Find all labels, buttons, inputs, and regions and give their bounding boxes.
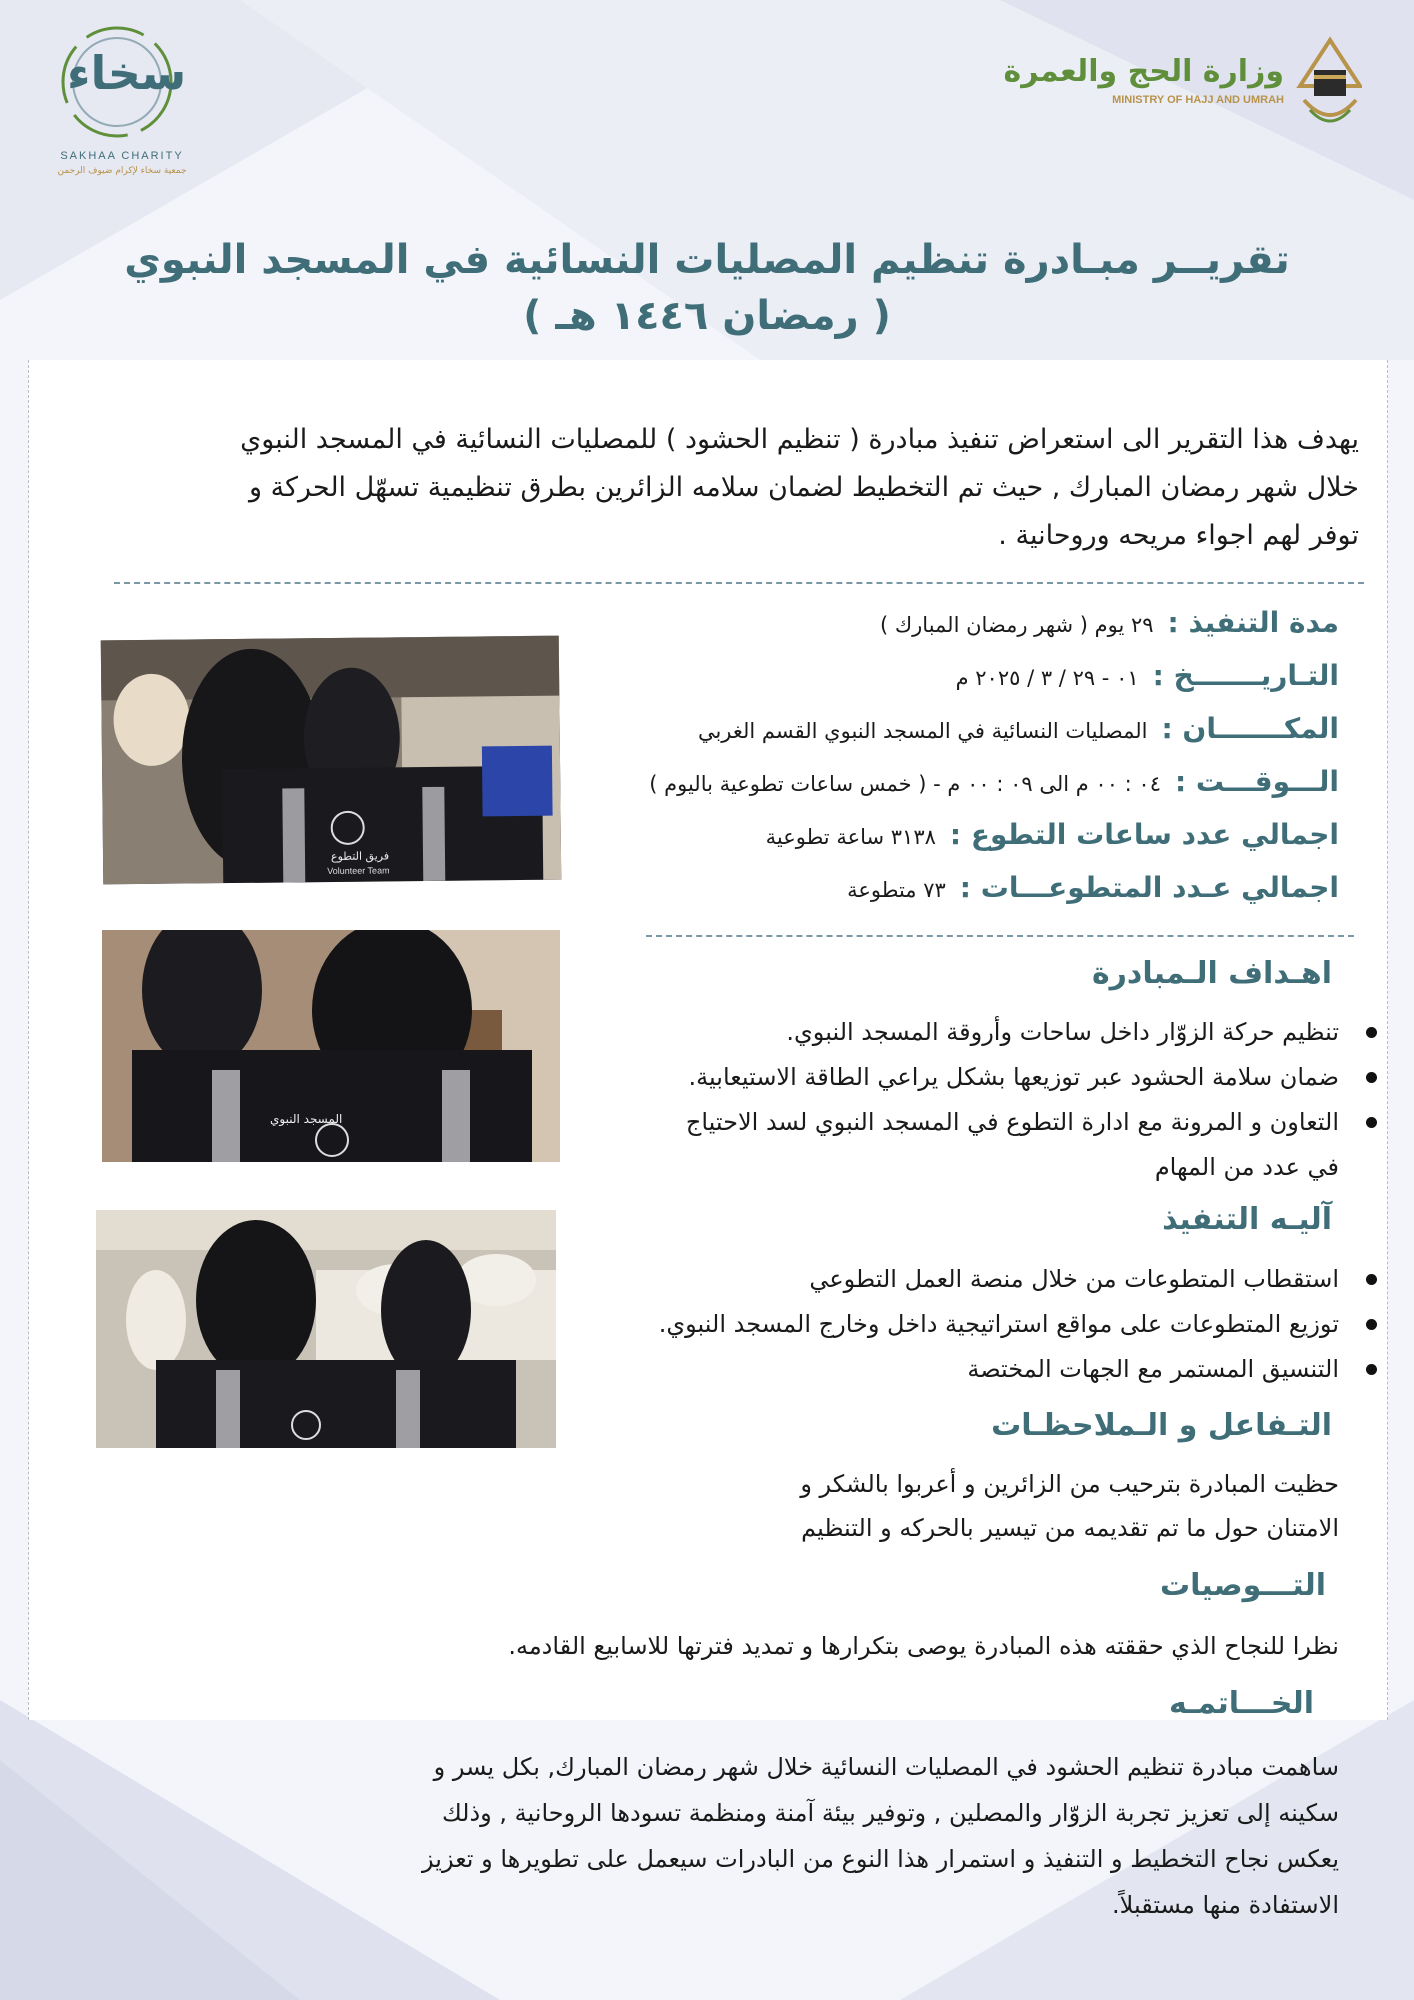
- charity-logo: [52, 24, 202, 184]
- fact-total-volunteers: [579, 871, 1339, 924]
- conclusion-line: يعكس نجاح التخطيط و التنفيذ و استمرار هذا النوع من البادرات سيعمل على تطويرها و تعزيز: [422, 1845, 1339, 1873]
- fact-value: ٢٩ يوم ( شهر رمضان المبارك ): [879, 613, 1154, 637]
- charity-tagline: جمعية سخاء لإكرام ضيوف الرحمن: [57, 166, 187, 176]
- ministry-name-en: MINISTRY OF HAJJ AND UMRAH: [1112, 94, 1284, 106]
- mechanism-item: [659, 1257, 1339, 1302]
- bullet-icon: [1366, 1072, 1377, 1083]
- fact-value: ٣١٣٨ ساعة تطوعية: [765, 825, 936, 849]
- photo-volunteers-2: [102, 930, 560, 1162]
- feedback-line: الامتنان حول ما تم تقديمه من تيسير بالحركه و التنظيم: [801, 1514, 1339, 1542]
- conclusion-line: سكينه إلى تعزيز تجربة الزوّار والمصلين , وتوفير بيئة آمنة ومنظمة تسودها الروحانية , وذلك: [441, 1799, 1339, 1827]
- mechanism-item: [659, 1347, 1339, 1392]
- recommendations-heading: التـــوصيات: [1159, 1568, 1326, 1603]
- fact-date: [579, 659, 1339, 712]
- charity-name-ar: سخاء: [67, 46, 187, 100]
- vest-label-ar: فريق التطوع: [330, 849, 390, 864]
- bullet-icon: [1366, 1117, 1377, 1128]
- recommendations-text: نظرا للنجاح الذي حققته هذه المبادرة يوصى بتكرارها و تمديد فترتها للاسابيع القادمه.: [508, 1632, 1339, 1660]
- charity-name-en: SAKHAA CHARITY: [60, 150, 184, 162]
- bullet-icon: [1366, 1319, 1377, 1330]
- conclusion-text: [422, 1744, 1339, 1928]
- feedback-text: [800, 1462, 1339, 1550]
- feedback-heading: التـفاعل و الـملاحظـات: [991, 1408, 1332, 1443]
- mechanism-list: [659, 1257, 1339, 1392]
- photo-volunteers-1: [101, 636, 562, 885]
- vest-label-en: Volunteer Team: [327, 865, 390, 877]
- ministry-logo: [1003, 36, 1362, 132]
- goal-text: التعاون و المرونة مع ادارة التطوع في المسجد النبوي لسد الاحتياج: [685, 1108, 1339, 1136]
- report-title-line2: ( رمضان ١٤٤٦ هـ ): [523, 293, 891, 339]
- report-title: [120, 232, 1294, 344]
- report-title-line1: تقريــر مبـادرة تنظيم المصليات النسائية في المسجد النبوي: [124, 237, 1290, 283]
- conclusion-heading: الخـــاتمـه: [1168, 1686, 1314, 1721]
- mechanism-text: التنسيق المستمر مع الجهات المختصة: [967, 1355, 1339, 1383]
- fact-total-hours: [579, 818, 1339, 871]
- fact-value: ٠٤ : ٠٠ م الى ٠٩ : ٠٠ م - ( خمس ساعات تطوعية باليوم ): [649, 772, 1161, 796]
- fact-value: المصليات النسائية في المسجد النبوي القسم الغربي: [697, 719, 1148, 743]
- fact-label: الـــوقـــت :: [1174, 765, 1339, 798]
- bullet-icon: [1366, 1027, 1377, 1038]
- fact-value: ٧٣ متطوعة: [847, 878, 946, 902]
- mechanism-text: توزيع المتطوعات على مواقع استراتيجية داخل وخارج المسجد النبوي.: [658, 1310, 1339, 1338]
- fact-duration: [579, 606, 1339, 659]
- fact-label: التـاريـــــــخ :: [1152, 659, 1339, 692]
- goals-heading: اهـداف الـمبادرة: [1091, 956, 1332, 991]
- bullet-icon: [1366, 1274, 1377, 1285]
- goal-text: تنظيم حركة الزوّار داخل ساحات وأروقة المسجد النبوي.: [786, 1018, 1339, 1046]
- fact-time: [579, 765, 1339, 818]
- goal-text: ضمان سلامة الحشود عبر توزيعها بشكل يراعي الطاقة الاستيعابية.: [688, 1063, 1339, 1091]
- fact-location: [579, 712, 1339, 765]
- goal-item: [686, 1055, 1339, 1100]
- goal-item: [686, 1100, 1339, 1145]
- vest-label-ar: المسجد النبوي: [270, 1112, 343, 1126]
- conclusion-line: الاستفادة منها مستقبلاً.: [1112, 1891, 1339, 1919]
- goal-item-continued: [686, 1145, 1339, 1190]
- fact-label: المكـــــــان :: [1161, 712, 1339, 745]
- fact-label: مدة التنفيذ :: [1167, 606, 1339, 639]
- ministry-name-ar: وزارة الحج والعمرة: [1003, 54, 1284, 89]
- mechanism-text: استقطاب المتطوعات من خلال منصة العمل التطوعي: [809, 1265, 1339, 1293]
- fact-label: اجمالي عـدد المتطوعـــات :: [959, 871, 1339, 904]
- feedback-line: حظيت المبادرة بترحيب من الزائرين و أعربوا بالشكر و: [800, 1470, 1339, 1498]
- fact-label: اجمالي عدد ساعات التطوع :: [949, 818, 1339, 851]
- facts-list: [579, 606, 1339, 924]
- intro-paragraph: يهدف هذا التقرير الى استعراض تنفيذ مبادرة ( تنظيم الحشود ) للمصليات النسائية في المسجد النبوي خلال شهر رمضان المبارك , حيث تم التخطيط لضمان سلامه الزائرين بطرق تنظيمية تسهّل الحركة و توفر لهم اجواء مريحه وروحانية .: [240, 424, 1359, 551]
- mechanism-item: [659, 1302, 1339, 1347]
- photo-volunteers-3: [96, 1210, 556, 1448]
- conclusion-line: ساهمت مبادرة تنظيم الحشود في المصليات النسائية خلال شهر رمضان المبارك, بكل يسر و: [433, 1753, 1339, 1781]
- bullet-icon: [1366, 1364, 1377, 1375]
- fact-value: ٠١ - ٢٩ / ٣ / ٢٠٢٥ م: [955, 666, 1139, 690]
- divider-top: [114, 582, 1364, 584]
- goal-text: في عدد من المهام: [1154, 1153, 1339, 1181]
- goal-item: [686, 1010, 1339, 1055]
- divider-facts: [646, 935, 1354, 937]
- mechanism-heading: آليـه التنفيذ: [1162, 1202, 1332, 1237]
- goals-list: [686, 1010, 1339, 1190]
